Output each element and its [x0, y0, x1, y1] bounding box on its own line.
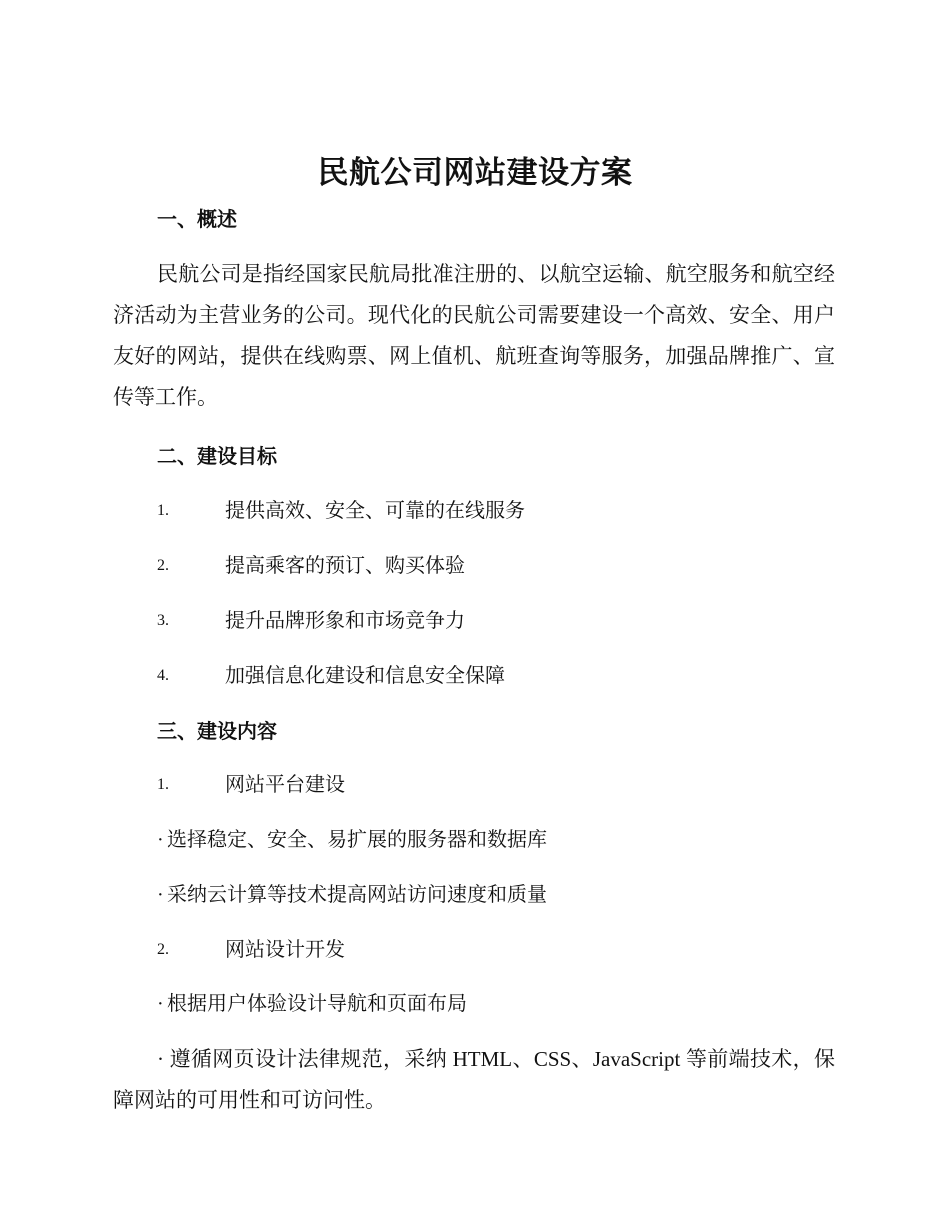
content-sub-text: 网站设计开发: [225, 939, 345, 961]
bullet-item: [157, 880, 547, 910]
overview-paragraph: 民航公司是指经国家民航局批准注册的、以航空运输、航空服务和航空经济活动为主营业务的公司。现代化的民航公司需要建设一个高效、安全、用户友好的网站，提供在线购票、网上值机、航班查询等服务，加强品牌推广、宣传等工作。: [113, 262, 835, 409]
content-sub-number: 1.: [157, 776, 169, 793]
goal-number: 3.: [157, 612, 169, 629]
bullet-text: 采纳云计算等技术提高网站访问速度和质量: [167, 884, 547, 906]
goal-text: 提高乘客的预订、购买体验: [225, 555, 465, 577]
document-title: 民航公司网站建设方案: [317, 155, 633, 191]
bullet-item: [157, 825, 547, 855]
bullet-text: 根据用户体验设计导航和页面布局: [167, 993, 467, 1015]
section-heading-overview: 一、概述: [157, 207, 237, 231]
section-heading-goals: 二、建设目标: [157, 444, 277, 468]
design-paragraph: · 遵循网页设计法律规范，采纳 HTML、CSS、JavaScript 等前端技术，保障网站的可用性和可访问性。: [113, 1047, 835, 1112]
bullet-dot: ·: [157, 829, 164, 851]
goal-number: 4.: [157, 667, 169, 684]
goal-text: 提升品牌形象和市场竞争力: [225, 610, 465, 632]
bullet-dot: ·: [157, 993, 164, 1015]
goal-number: 2.: [157, 557, 169, 574]
goal-text: 加强信息化建设和信息安全保障: [225, 665, 505, 687]
goal-number: 1.: [157, 502, 169, 519]
content-sub-number: 2.: [157, 941, 169, 958]
goal-text: 提供高效、安全、可靠的在线服务: [225, 500, 525, 522]
section-heading-content: 三、建设内容: [157, 719, 277, 743]
bullet-text: 选择稳定、安全、易扩展的服务器和数据库: [167, 829, 547, 851]
bullet-item: [157, 989, 467, 1019]
content-sub-text: 网站平台建设: [225, 774, 345, 796]
bullet-dot: ·: [157, 884, 164, 906]
